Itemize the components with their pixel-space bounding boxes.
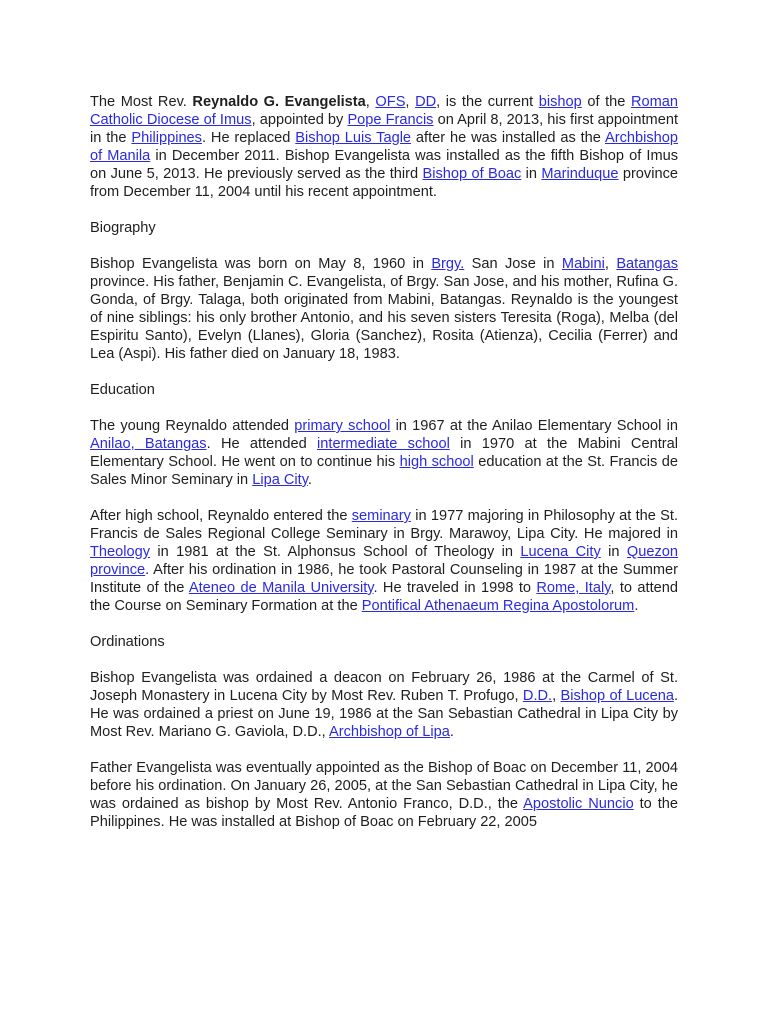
text-run: . He attended bbox=[206, 436, 318, 452]
text-run: to the Philippines. He was installed at Bishop of Boac on February 22, 2005 bbox=[90, 796, 678, 830]
inline-link[interactable]: Archbishop of Manila bbox=[90, 130, 678, 164]
inline-link[interactable]: Marinduque bbox=[541, 166, 619, 182]
inline-link[interactable]: OFS bbox=[375, 94, 406, 110]
inline-link[interactable]: Brgy. bbox=[431, 256, 465, 272]
text-run: Ordinations bbox=[90, 634, 165, 650]
text-run: in 1981 at the St. Alphonsus School of Theology in bbox=[150, 544, 521, 560]
inline-link[interactable]: Bishop of Lucena bbox=[560, 688, 674, 704]
text-run: in 1970 at the Mabini Central Elementary School. He went on to continue his bbox=[90, 436, 678, 470]
text-run: , appointed by bbox=[251, 112, 348, 128]
text-run: , bbox=[405, 94, 416, 110]
text-run: Bishop Evangelista was ordained a deacon on February 26, 1986 at the Carmel of St. Joseph Monastery in Lucena City by Most Rev. Ruben T. Profugo, bbox=[90, 670, 678, 704]
section-heading bbox=[90, 381, 678, 399]
paragraph bbox=[90, 669, 678, 741]
inline-link[interactable]: Bishop Luis Tagle bbox=[295, 130, 412, 146]
inline-link[interactable]: bishop bbox=[538, 94, 582, 110]
text-run: , bbox=[604, 256, 617, 272]
text-run: , bbox=[552, 688, 561, 704]
text-run: Education bbox=[90, 382, 155, 398]
inline-link[interactable]: Archbishop of Lipa bbox=[328, 724, 450, 740]
inline-link[interactable]: Bishop of Boac bbox=[422, 166, 522, 182]
inline-link[interactable]: Pontifical Athenaeum Regina Apostolorum bbox=[361, 598, 635, 614]
inline-link[interactable]: Theology bbox=[90, 544, 151, 560]
inline-link[interactable]: Lucena City bbox=[520, 544, 601, 560]
text-run: province. His father, Benjamin C. Evangelista, of Brgy. San Jose, and his mother, Rufina G. Gonda, of Brgy. Talaga, both originated from Mabini, Batangas. Reynaldo is the youngest of nine siblings: his only brother Antonio, and his seven sisters Teresita (Roga), Melba (del Espiritu Santo), Evelyn (Llanes), Gloria (Sanchez), Rosita (Atienza), Cecilia (Ferrer) and Lea (Aspi). His father died on January 18, 1983. bbox=[90, 274, 678, 362]
inline-link[interactable]: Mabini bbox=[561, 256, 605, 272]
text-run: Biography bbox=[90, 220, 156, 236]
text-run: After high school, Reynaldo entered the bbox=[90, 508, 352, 524]
inline-link[interactable]: Pope Francis bbox=[347, 112, 434, 128]
section-heading bbox=[90, 219, 678, 237]
inline-link[interactable]: Ateneo de Manila University bbox=[188, 580, 374, 596]
inline-link[interactable]: Quezon province bbox=[90, 544, 678, 578]
paragraph bbox=[90, 255, 678, 363]
text-run: , is the current bbox=[436, 94, 539, 110]
text-run: . He traveled in 1998 to bbox=[373, 580, 537, 596]
inline-link[interactable]: Philippines bbox=[131, 130, 202, 146]
text-run: The Most Rev. bbox=[90, 94, 193, 110]
text-run: San Jose in bbox=[464, 256, 562, 272]
inline-link[interactable]: high school bbox=[399, 454, 474, 470]
text-run: . He was ordained a priest on June 19, 1986 at the San Sebastian Cathedral in Lipa City by Most Rev. Mariano G. Gaviola, D.D., bbox=[90, 688, 679, 740]
text-run: . He replaced bbox=[201, 130, 296, 146]
paragraph bbox=[90, 759, 678, 831]
text-run: , bbox=[365, 94, 376, 110]
text-run: . bbox=[634, 598, 639, 614]
text-run: , to attend the Course on Seminary Formation at the bbox=[90, 580, 678, 614]
text-run: . bbox=[449, 724, 454, 740]
section-heading bbox=[90, 633, 678, 651]
text-run: after he was installed as the bbox=[411, 130, 605, 146]
bold-name: Reynaldo G. Evangelista bbox=[192, 94, 366, 110]
inline-link[interactable]: D.D. bbox=[522, 688, 553, 704]
paragraph bbox=[90, 93, 678, 201]
text-run: The young Reynaldo attended bbox=[90, 418, 295, 434]
article-body bbox=[90, 93, 678, 849]
inline-link[interactable]: Batangas bbox=[616, 256, 678, 272]
text-run: of the bbox=[581, 94, 631, 110]
text-run: Father Evangelista was eventually appointed as the Bishop of Boac on December 11, 2004 before his ordination. On January 26, 2005, at the San Sebastian Cathedral in Lipa City, he was ordained as bishop by Most Rev. Antonio Franco, D.D., the bbox=[90, 760, 678, 812]
inline-link[interactable]: primary school bbox=[294, 418, 391, 434]
text-run: in December 2011. Bishop Evangelista was installed as the fifth Bishop of Imus on June 5, 2013. He previously served as the third bbox=[90, 148, 679, 182]
inline-link[interactable]: Anilao, Batangas bbox=[90, 436, 207, 452]
paragraph bbox=[90, 507, 678, 615]
text-run: in bbox=[600, 544, 627, 560]
text-run: province from December 11, 2004 until his recent appointment. bbox=[90, 166, 678, 200]
inline-link[interactable]: DD bbox=[415, 94, 437, 110]
inline-link[interactable]: seminary bbox=[351, 508, 411, 524]
text-run: . After his ordination in 1986, he took Pastoral Counseling in 1987 at the Summer Institute of the bbox=[90, 562, 678, 596]
text-run: education at the St. Francis de Sales Minor Seminary in bbox=[90, 454, 678, 488]
text-run: in 1967 at the Anilao Elementary School in bbox=[390, 418, 678, 434]
text-run: . bbox=[307, 472, 312, 488]
inline-link[interactable]: Rome, Italy bbox=[536, 580, 611, 596]
inline-link[interactable]: intermediate school bbox=[317, 436, 450, 452]
paragraph bbox=[90, 417, 678, 489]
inline-link[interactable]: Roman Catholic Diocese of Imus bbox=[90, 94, 679, 128]
text-run: on April 8, 2013, his first appointment in the bbox=[90, 112, 678, 146]
inline-link[interactable]: Lipa City bbox=[252, 472, 308, 488]
text-run: in 1977 majoring in Philosophy at the St. Francis de Sales Regional College Seminary in Brgy. Marawoy, Lipa City. He majored in bbox=[90, 508, 678, 542]
text-run: Bishop Evangelista was born on May 8, 1960 in bbox=[90, 256, 432, 272]
text-run: in bbox=[521, 166, 542, 182]
inline-link[interactable]: Apostolic Nuncio bbox=[523, 796, 634, 812]
